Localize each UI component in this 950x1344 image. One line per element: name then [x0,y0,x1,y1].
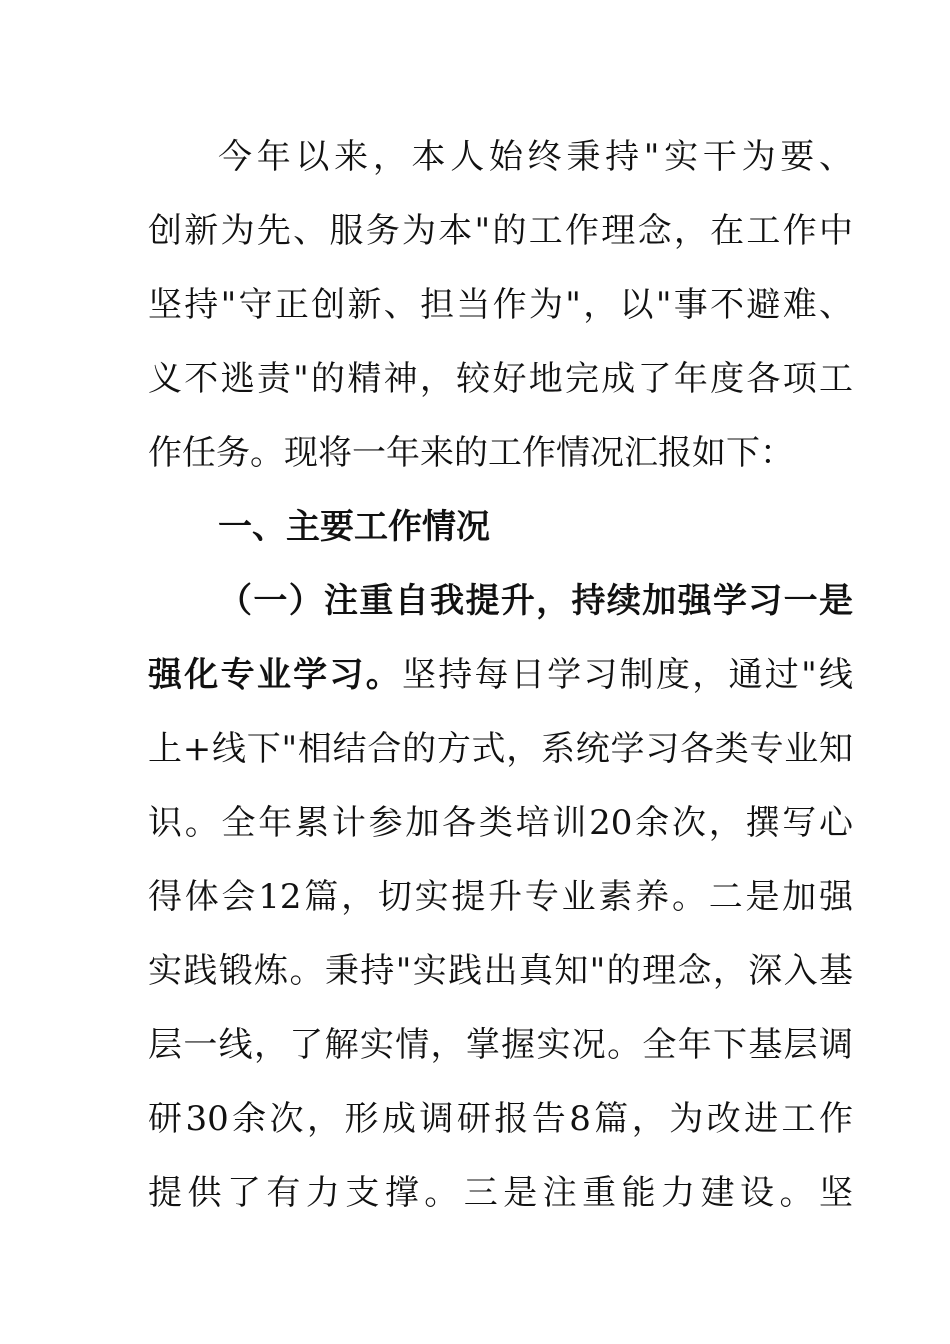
body-text: 坚持每日学习制度，通过"线 [401,655,853,695]
body-line [148,638,853,712]
section-heading: 一、主要工作情况 [218,507,490,547]
body-line: 层一线，了解实情，掌握实况。全年下基层调 [148,1025,853,1065]
body-line: 实践锻炼。秉持"实践出真知"的理念，深入基 [148,951,853,991]
intro-line-5: 作任务。现将一年来的工作情况汇报如下： [148,433,794,473]
body-line: 上+线下"相结合的方式，系统学习各类专业知 [148,729,853,769]
bold-lead-text: 强化专业学习。 [148,655,402,695]
body-line: 识。全年累计参加各类培训20余次，撰写心 [148,803,853,843]
document-page [148,120,853,1230]
body-line: 研30余次，形成调研报告8篇，为改进工作 [148,1099,853,1139]
body-line: 提供了有力支撑。三是注重能力建设。坚 [148,1173,853,1213]
body-line: 得体会12篇，切实提升专业素养。二是加强 [148,877,853,917]
subsection-heading: （一）注重自我提升，持续加强学习一是 [218,581,853,621]
intro-line-3: 坚持"守正创新、担当作为"，以"事不避难、 [148,285,853,325]
intro-line-2: 创新为先、服务为本"的工作理念，在工作中 [148,211,853,251]
intro-line-1: 今年以来，本人始终秉持"实干为要、 [218,137,853,177]
intro-line-4: 义不逃责"的精神，较好地完成了年度各项工 [148,359,853,399]
